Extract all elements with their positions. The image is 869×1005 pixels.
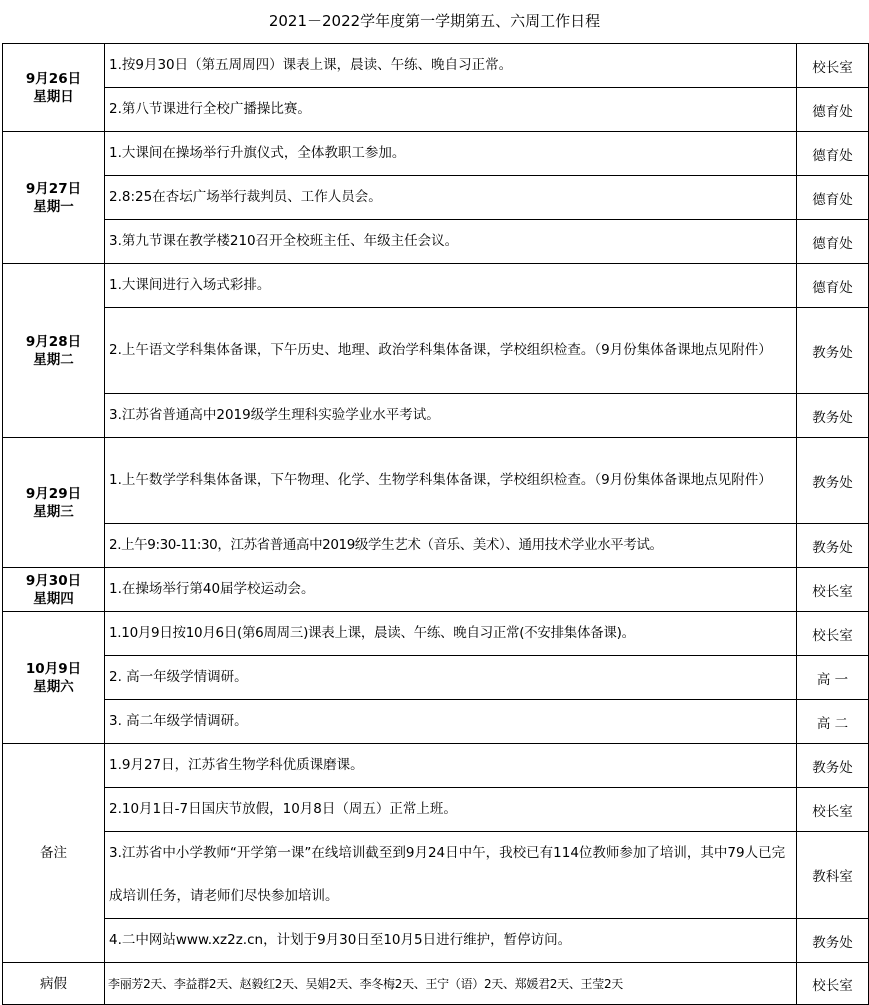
weekday-label: 星期一 (33, 198, 74, 215)
department-cell: 教务处 (797, 394, 869, 438)
date-cell (3, 132, 105, 264)
table-row (3, 700, 869, 744)
department-cell: 校长室 (797, 612, 869, 656)
date-cell (3, 438, 105, 568)
task-text: 1.按9月30日（第五周周四）课表上课，晨读、午练、晚自习正常。 (105, 44, 797, 88)
table-row (3, 176, 869, 220)
date-label: 9月27日 (25, 180, 82, 197)
date-cell (3, 44, 105, 132)
table-row (3, 394, 869, 438)
department-cell: 教务处 (797, 308, 869, 394)
task-text: 1.大课间在操场举行升旗仪式，全体教职工参加。 (105, 132, 797, 176)
schedule-table (2, 43, 869, 1005)
table-row (3, 88, 869, 132)
weekday-label: 星期六 (33, 678, 74, 695)
table-row (3, 308, 869, 394)
table-row (3, 612, 869, 656)
department-cell: 高 二 (797, 700, 869, 744)
department-cell: 教务处 (797, 438, 869, 524)
table-row (3, 744, 869, 788)
weekday-label: 星期日 (33, 88, 74, 105)
department-cell: 教务处 (797, 919, 869, 963)
department-cell: 德育处 (797, 176, 869, 220)
task-text: 2.8:25在杏坛广场举行裁判员、工作人员会。 (105, 176, 797, 220)
table-row (3, 44, 869, 88)
department-cell: 德育处 (797, 220, 869, 264)
task-text: 1.大课间进行入场式彩排。 (105, 264, 797, 308)
table-row (3, 524, 869, 568)
date-cell (3, 568, 105, 612)
table-row (3, 832, 869, 919)
task-text: 3.江苏省普通高中2019级学生理科实验学业水平考试。 (105, 394, 797, 438)
department-cell: 校长室 (797, 963, 869, 1005)
task-text: 3. 高二年级学情调研。 (105, 700, 797, 744)
task-text: 2.上午9:30-11:30，江苏省普通高中2019级学生艺术（音乐、美术）、通用技术学业水平考试。 (105, 524, 797, 568)
task-text: 1.10月9日按10月6日(第6周周三)课表上课，晨读、午练、晚自习正常(不安排集体备课)。 (105, 612, 797, 656)
table-row (3, 220, 869, 264)
department-cell: 校长室 (797, 44, 869, 88)
task-text: 3.第九节课在教学楼210召开全校班主任、年级主任会议。 (105, 220, 797, 264)
note-text: 1.9月27日，江苏省生物学科优质课磨课。 (105, 744, 797, 788)
sick-leave-label: 病假 (3, 963, 105, 1005)
table-row (3, 264, 869, 308)
department-cell: 教务处 (797, 744, 869, 788)
table-row (3, 132, 869, 176)
table-row (3, 656, 869, 700)
task-text: 1.上午数学学科集体备课，下午物理、化学、生物学科集体备课，学校组织检查。（9月份集体备课地点见附件） (105, 438, 797, 524)
department-cell: 校长室 (797, 788, 869, 832)
department-cell: 教科室 (797, 832, 869, 919)
department-cell: 德育处 (797, 264, 869, 308)
table-row (3, 788, 869, 832)
date-label: 9月29日 (25, 485, 82, 502)
note-text: 3.江苏省中小学教师“开学第一课”在线培训截至到9月24日中午，我校已有114位教师参加了培训，其中79人已完成培训任务，请老师们尽快参加培训。 (105, 832, 797, 919)
department-cell: 德育处 (797, 88, 869, 132)
date-label: 9月26日 (25, 70, 82, 87)
task-text: 2.第八节课进行全校广播操比赛。 (105, 88, 797, 132)
date-label: 9月28日 (25, 333, 82, 350)
department-cell: 德育处 (797, 132, 869, 176)
weekday-label: 星期四 (33, 590, 74, 607)
weekday-label: 星期三 (33, 503, 74, 520)
date-label: 10月9日 (25, 660, 82, 677)
date-label: 9月30日 (25, 572, 82, 589)
weekday-label: 星期二 (33, 351, 74, 368)
table-row (3, 963, 869, 1005)
date-cell (3, 264, 105, 438)
note-text: 2.10月1日-7日国庆节放假，10月8日（周五）正常上班。 (105, 788, 797, 832)
department-cell: 高 一 (797, 656, 869, 700)
date-cell (3, 612, 105, 744)
task-text: 2. 高一年级学情调研。 (105, 656, 797, 700)
sick-leave-text: 李丽芳2天、李益群2天、赵毅红2天、吴娟2天、李冬梅2天、王宁（语）2天、郑媛君2天、王莹2天 (105, 963, 797, 1005)
table-row (3, 568, 869, 612)
table-row (3, 919, 869, 963)
notes-label: 备注 (3, 744, 105, 963)
task-text: 1.在操场举行第40届学校运动会。 (105, 568, 797, 612)
table-row (3, 438, 869, 524)
department-cell: 教务处 (797, 524, 869, 568)
note-text: 4.二中网站www.xz2z.cn，计划于9月30日至10月5日进行维护，暂停访问。 (105, 919, 797, 963)
page-title: 2021－2022学年度第一学期第五、六周工作日程 (268, 12, 601, 30)
task-text: 2.上午语文学科集体备课，下午历史、地理、政治学科集体备课，学校组织检查。（9月份集体备课地点见附件） (105, 308, 797, 394)
department-cell: 校长室 (797, 568, 869, 612)
